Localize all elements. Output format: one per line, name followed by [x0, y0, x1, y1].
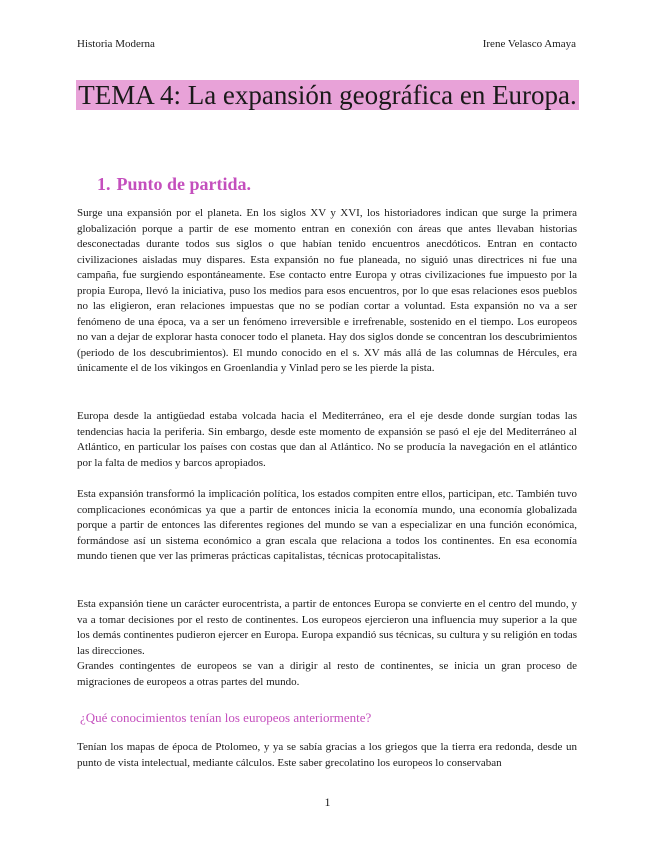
page-number: 1: [324, 795, 331, 809]
paragraph-4: [77, 597, 577, 690]
paragraph-text: Europa desde la antigüedad estaba volcada hacia el Mediterráneo, era el eje desde donde surgían todas las tendencias hacia la periferia. Sin embargo, desde este momento de expansión se pasó el eje del Mediterráneo al Atlántico, en particular los países con costas que dan al Atlántico. No se producía la navegación en el atlántico por la falta de medios y barcos apropiados.: [77, 410, 577, 469]
paragraph-text: Grandes contingentes de europeos se van a dirigir al resto de continentes, se inicia un gran proceso de migraciones de europeos a otras partes del mundo.: [77, 660, 577, 688]
header-course: Historia Moderna: [77, 38, 155, 50]
section-title: Punto de partida.: [116, 174, 252, 194]
paragraph-text: Surge una expansión por el planeta. En los siglos XV y XVI, los historiadores indican que surge la primera globalización porque a partir de ese momento entran en conexión con áreas que antes llevaban historias desconectadas durante todos sus siglos o que habían tenido encuentros anecdóticos. Entran en contacto civilizaciones aisladas muy dispares. Esta expansión no fue planeada, no siguió unas directrices ni fue una campaña, fue surgiendo espontáneamente. Ese contacto entre Europa y otras civilizaciones fue impuesto por la propia Europa, llevó la iniciativa, puso los medios para esos encuentros, por lo que esas relaciones esos pueblos no las eligieron, eran relaciones impuestas que no se podían cortar a voluntad. Esta expansión no va a ser fenómeno de una época, va a ser un fenómeno irreversible e irrefrenable, sostenido en el tiempo. Los europeos no van a dejar de explorar hasta conocer todo el planeta. Hay dos siglos donde se concentran los descubrimientos (periodo de los descubrimientos). El mundo conocido en el s. XV más allá de las columnas de Hércules, era únicamente el de los vikingos en Groenlandia y Vinlad pero se les pierde la pista.: [77, 207, 577, 374]
section-number: 1.: [97, 174, 111, 194]
subsection-heading: ¿Qué conocimientos tenían los europeos anteriormente?: [80, 710, 372, 725]
title-block: [60, 76, 595, 114]
section-heading: [97, 174, 251, 195]
page-title: TEMA 4: La expansión geográfica en Europa.: [78, 80, 577, 110]
paragraph-1: [77, 206, 577, 377]
paragraph-2: [77, 409, 577, 471]
paragraph-5: [77, 740, 577, 771]
paragraph-text: Esta expansión tiene un carácter eurocentrista, a partir de entonces Europa se convierte en el centro del mundo, y va a tomar decisiones por el resto de continentes. Los europeos ejercieron una influencia muy superior a la que los demás continentes pudieron ejercer en Europa. Europa expandió sus técnicas, su cultura y su religión en todas las direcciones.: [77, 598, 577, 657]
paragraph-text: Esta expansión transformó la implicación política, los estados compiten entre ellos, participan, etc. También tuvo complicaciones económicas ya que a partir de entonces inicia la economía mundo, una economía globalizada porque a partir de entonces las diferentes regiones del mundo se van a especializar en una función económica, formándose así un sistema económico a gran escala que relaciona a todos los continentes. En esa economía mundo tienen que ver las primeras prácticas capitalistas, técnicas protocapitalistas.: [77, 488, 577, 562]
paragraph-3: [77, 487, 577, 565]
paragraph-text: Tenían los mapas de época de Ptolomeo, y ya se sabía gracias a los griegos que la tierra era redonda, desde un punto de vista intelectual, mediante cálculos. Este saber grecolatino los europeos lo conservaban: [77, 741, 577, 769]
header-author: Irene Velasco Amaya: [482, 38, 576, 50]
